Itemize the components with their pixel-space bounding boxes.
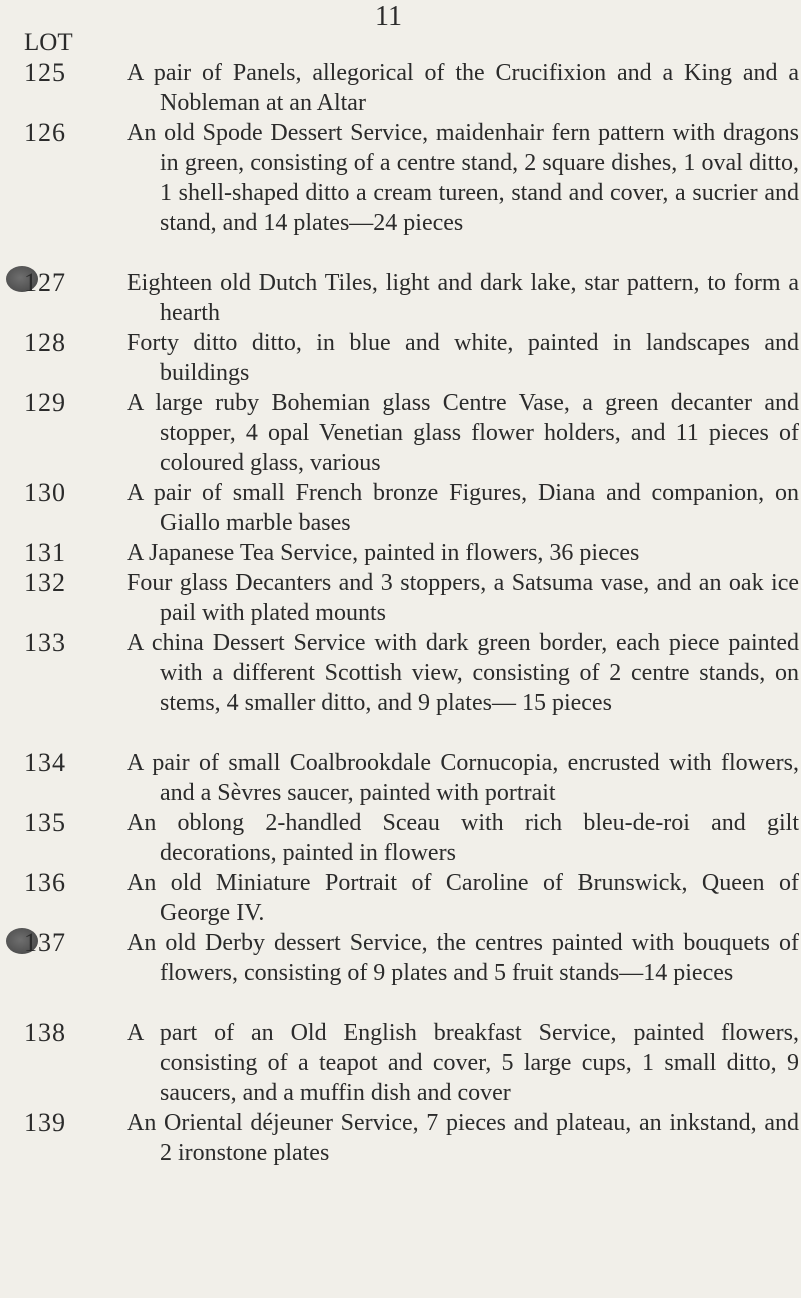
- lot-column-header: LOT: [24, 29, 73, 56]
- lot-description: A part of an Old English breakfast Service, painted flowers, consisting of a teapot and cover, 5 large cups, 1 small ditto, 9 saucers, and a muffin dish and cover: [127, 1020, 799, 1106]
- lot-number: 138: [24, 1018, 66, 1047]
- lot-number: 131: [24, 538, 66, 567]
- lot-number: 126: [24, 118, 66, 147]
- lot-number: 128: [24, 328, 66, 357]
- lot-description: A pair of small French bronze Figures, Diana and companion, on Giallo marble bases: [127, 480, 799, 536]
- lot-number: 135: [24, 808, 66, 837]
- lot-description: An old Miniature Portrait of Caroline of Brunswick, Queen of George IV.: [127, 870, 799, 926]
- lot-description: An oblong 2-handled Sceau with rich bleu-de-roi and gilt decorations, painted in flowers: [127, 810, 799, 866]
- lot-description: A pair of Panels, allegorical of the Crucifixion and a King and a Nobleman at an Altar: [127, 60, 799, 116]
- lot-number: 137: [24, 928, 66, 957]
- lot-number: 129: [24, 388, 66, 417]
- page-number: 11: [375, 1, 402, 32]
- lot-number: 136: [24, 868, 66, 897]
- lot-description: A pair of small Coalbrookdale Cornucopia, encrusted with flowers, and a Sèvres saucer, painted with portrait: [127, 750, 799, 806]
- lot-description: A china Dessert Service with dark green border, each piece painted with a different Scottish view, consisting of 2 centre stands, on stems, 4 smaller ditto, and 9 plates— 15 pieces: [127, 630, 799, 716]
- lot-number: 139: [24, 1108, 66, 1137]
- lot-description: An old Spode Dessert Service, maidenhair fern pattern with dragons in green, consisting of a centre stand, 2 square dishes, 1 oval ditto, 1 shell-shaped ditto a cream tureen, stand and cover, a sucrier and stand, and 14 plates—24 pieces: [127, 120, 799, 236]
- lot-description: Forty ditto ditto, in blue and white, painted in landscapes and buildings: [127, 330, 799, 386]
- lot-description: An old Derby dessert Service, the centres painted with bouquets of flowers, consisting of 9 plates and 5 fruit stands—14 pieces: [127, 930, 799, 986]
- lot-number: 127: [24, 268, 66, 297]
- lot-number: 130: [24, 478, 66, 507]
- lot-number: 133: [24, 628, 66, 657]
- lot-number: 134: [24, 748, 66, 777]
- lot-description: A large ruby Bohemian glass Centre Vase, a green decanter and stopper, 4 opal Venetian glass flower holders, and 11 pieces of coloured glass, various: [127, 390, 799, 476]
- lot-description: Eighteen old Dutch Tiles, light and dark lake, star pattern, to form a hearth: [127, 270, 799, 326]
- lot-description: Four glass Decanters and 3 stoppers, a Satsuma vase, and an oak ice pail with plated mounts: [127, 570, 799, 626]
- lot-number: 132: [24, 568, 66, 597]
- lot-description: An Oriental déjeuner Service, 7 pieces and plateau, an inkstand, and 2 ironstone plates: [127, 1110, 799, 1166]
- lot-description: A Japanese Tea Service, painted in flowers, 36 pieces: [127, 540, 640, 566]
- lot-number: 125: [24, 58, 66, 87]
